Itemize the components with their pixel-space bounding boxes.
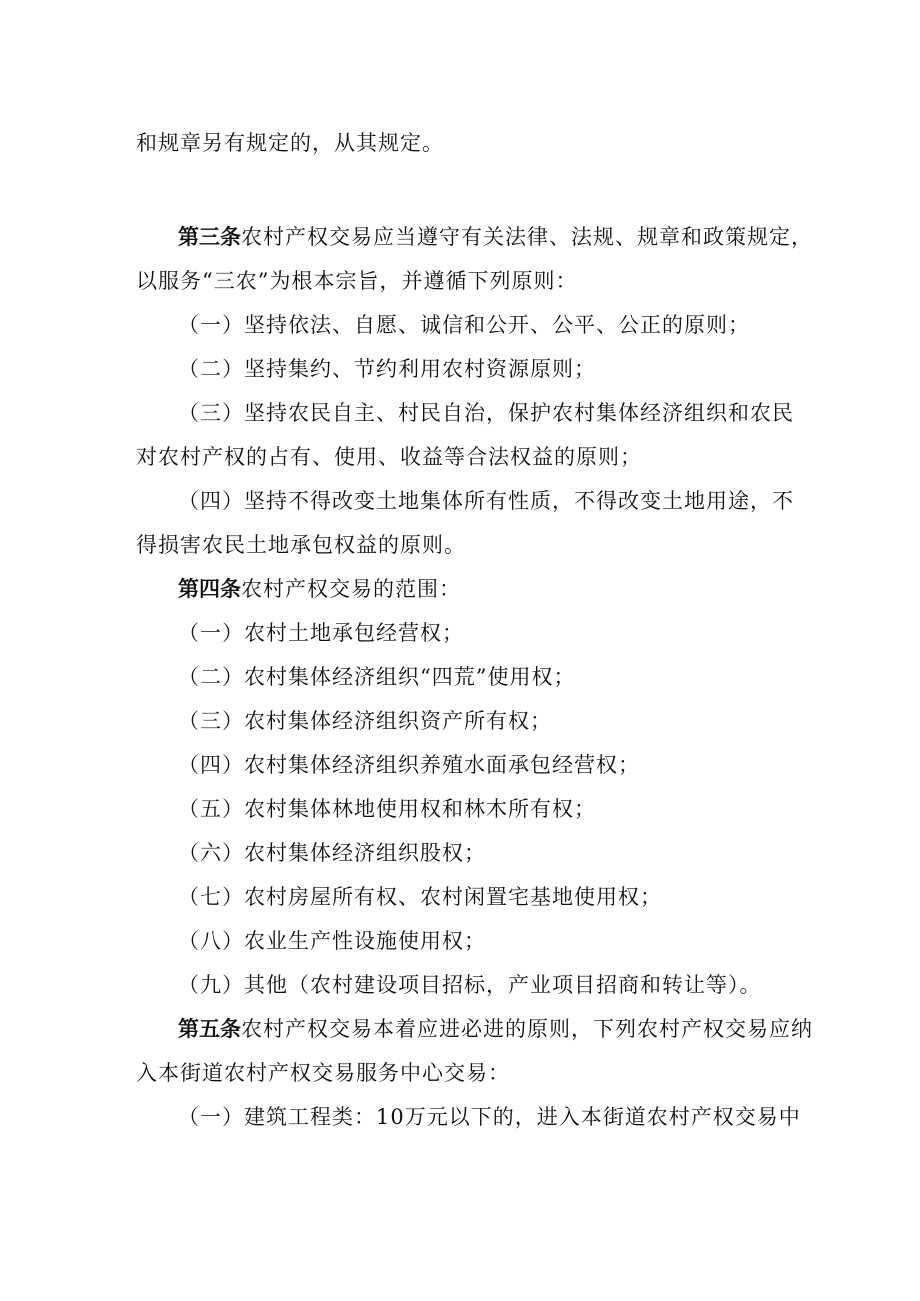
line-text: （二）农村集体经济组织“四荒”使用权； bbox=[178, 665, 576, 689]
list-item bbox=[178, 619, 464, 647]
list-item bbox=[178, 751, 640, 779]
text-line bbox=[136, 531, 466, 559]
line-text: （七）农村房屋所有权、农村闲置宅基地使用权； bbox=[178, 885, 662, 909]
line-text: （三）农村集体经济组织资产所有权； bbox=[178, 709, 552, 733]
list-item bbox=[178, 795, 596, 823]
list-item bbox=[178, 971, 762, 999]
line-text: （一）坚持依法、自愿、诚信和公开、公平、公正的原则； bbox=[178, 313, 750, 337]
text-line bbox=[136, 129, 444, 157]
line-text: （四）坚持不得改变土地集体所有性质，不得改变土地用途，不 bbox=[178, 489, 794, 513]
text-line bbox=[136, 443, 642, 471]
list-item bbox=[178, 883, 662, 911]
list-item bbox=[178, 1103, 801, 1131]
line-text: 农村产权交易应当遵守有关法律、法规、规章和政策规定， bbox=[241, 225, 813, 249]
article-4-label: 第四条 bbox=[178, 577, 241, 601]
list-item bbox=[178, 487, 794, 515]
line-text: （八）农业生产性设施使用权； bbox=[178, 929, 486, 953]
line-text: （三）坚持农民自主、村民自治，保护农村集体经济组织和农民 bbox=[178, 401, 794, 425]
article-3-line bbox=[178, 223, 813, 251]
line-text: （二）坚持集约、节约利用农村资源原则； bbox=[178, 357, 596, 381]
list-item bbox=[178, 663, 575, 691]
text-line bbox=[136, 1059, 510, 1087]
article-5-line bbox=[178, 1015, 813, 1043]
line-text: （一）建筑工程类：10万元以下的，进入本街道农村产权交易中 bbox=[178, 1105, 801, 1129]
list-item bbox=[178, 927, 486, 955]
line-text: 以服务“三农”为根本宗旨，并遵循下列原则： bbox=[136, 269, 578, 293]
line-text: （六）农村集体经济组织股权； bbox=[178, 841, 486, 865]
list-item bbox=[178, 311, 750, 339]
line-text: （四）农村集体经济组织养殖水面承包经营权； bbox=[178, 753, 640, 777]
list-item bbox=[178, 355, 596, 383]
text-line bbox=[136, 267, 577, 295]
line-text: （一）农村土地承包经营权； bbox=[178, 621, 464, 645]
line-text: （五）农村集体林地使用权和林木所有权； bbox=[178, 797, 596, 821]
line-text: 和规章另有规定的，从其规定。 bbox=[136, 131, 444, 155]
line-text: 得损害农民土地承包权益的原则。 bbox=[136, 533, 466, 557]
line-text: 入本街道农村产权交易服务中心交易： bbox=[136, 1061, 510, 1085]
line-text: 对农村产权的占有、使用、收益等合法权益的原则； bbox=[136, 445, 642, 469]
list-item bbox=[178, 399, 794, 427]
line-text: 农村产权交易本着应进必进的原则，下列农村产权交易应纳 bbox=[241, 1017, 813, 1041]
line-text: 农村产权交易的范围： bbox=[241, 577, 461, 601]
article-4-line bbox=[178, 575, 461, 603]
list-item bbox=[178, 839, 486, 867]
article-5-label: 第五条 bbox=[178, 1017, 241, 1041]
list-item bbox=[178, 707, 552, 735]
article-3-label: 第三条 bbox=[178, 225, 241, 249]
line-text: （九）其他（农村建设项目招标，产业项目招商和转让等）。 bbox=[178, 973, 762, 997]
